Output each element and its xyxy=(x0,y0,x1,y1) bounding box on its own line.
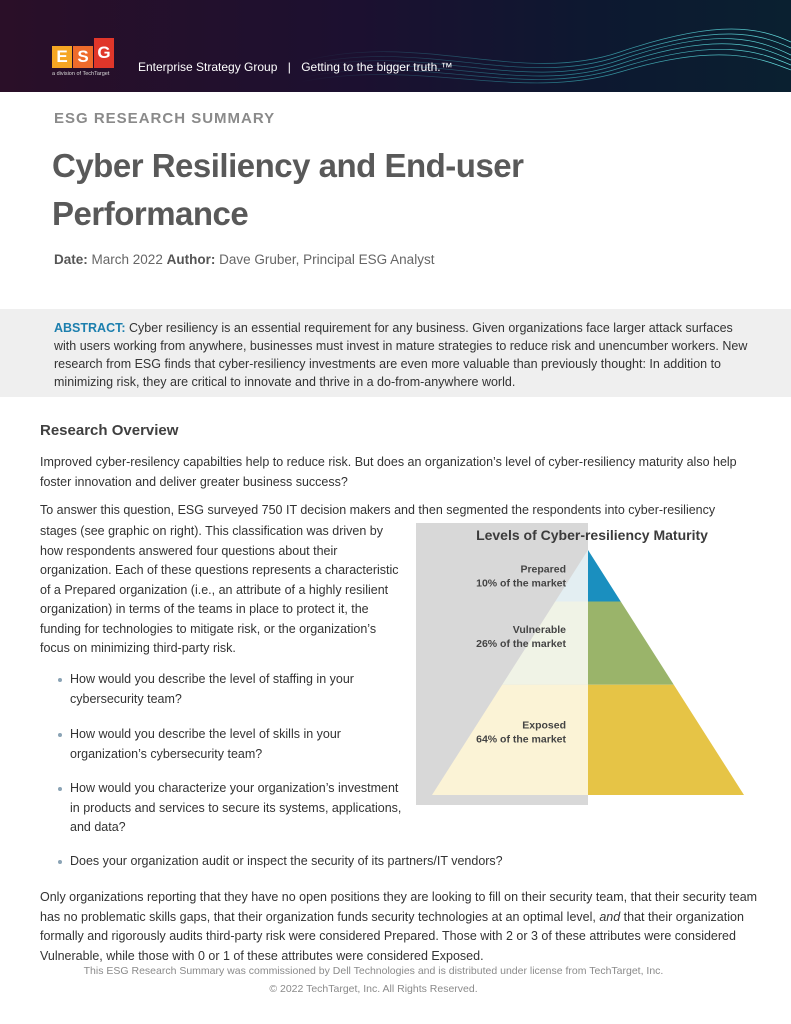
header-separator: | xyxy=(287,60,291,74)
paragraph-3: stages (see graphic on right). This classification was driven by how respondents answered four questions about their organization. Each of these questions represents a characteristic of a Prepared organization (i.e., an attribute of a highly resilient organization) in terms of the teams in place to protect it, the funding for technologies to mitigate risk, or the organization’s focus on minimizing third-party risk. xyxy=(40,524,399,655)
pyramid-svg xyxy=(416,523,750,805)
footer-note: This ESG Research Summary was commissioned by Dell Technologies and is distributed under license from TechTarget, Inc. xyxy=(83,965,664,977)
paragraph-1: Improved cyber-resilency capabilties help to reduce risk. But does an organization’s level of cyber-resiliency maturity also help foster innovation and deliver greater business success? xyxy=(40,455,737,489)
logo-tagline: a division of TechTarget xyxy=(52,71,110,77)
pyramid-tier-exposed xyxy=(588,685,744,795)
bullet-icon xyxy=(58,733,62,737)
paragraph-4-part-2: that their organization formally and rigorously audits third-party risk were considered Prepared. Those with 2 or 3 of these attributes were considered Vulnerable, while those with 0 or 1 of these attributes were considered Exposed. xyxy=(40,909,744,963)
logo-letter-s: S xyxy=(73,46,93,68)
tier-share-vulnerable: 26% of the market xyxy=(476,637,566,650)
maturity-pyramid-chart xyxy=(416,523,750,805)
kicker: ESG RESEARCH SUMMARY xyxy=(54,110,276,127)
list-item-text: How would you describe the level of staffing in your cybersecurity team? xyxy=(70,672,354,706)
paragraph-4-part-1: Only organizations reporting that they have no open positions they are looking to fill on their security team, that their security team has no problematic skills gaps, that their organization funds security technologies at an optimal level, xyxy=(40,890,758,924)
bullet-icon xyxy=(58,860,62,864)
author-value: Dave Gruber, Principal ESG Analyst xyxy=(219,252,435,267)
list-item xyxy=(58,779,408,838)
list-item xyxy=(58,725,378,764)
paragraph-4 xyxy=(40,888,760,966)
tier-name-exposed: Exposed xyxy=(522,719,566,732)
tier-name-vulnerable: Vulnerable xyxy=(512,623,566,636)
list-item-text: How would you describe the level of skills in your organization’s cybersecurity team? xyxy=(70,727,341,761)
paragraph-4-emphasis: and xyxy=(599,909,621,924)
logo-letter-g: G xyxy=(94,38,114,68)
abstract-text: Cyber resiliency is an essential requirement for any business. Given organizations face larger attack surfaces with users working from anywhere, businesses must invest in mature strategies to reduce risk and unencumber workers. New research from ESG finds that cyber-resiliency investments are even more valuable than previously thought: In addition to minimizing risk, they are critical to innovate and thrive in a do-from-anywhere world. xyxy=(54,321,748,389)
author-label: Author: xyxy=(166,252,216,267)
footer-copyright: © 2022 TechTarget, Inc. All Rights Reserved. xyxy=(269,983,478,995)
list-item-text: Does your organization audit or inspect the security of its partners/IT vendors? xyxy=(70,854,503,868)
header-banner xyxy=(0,0,791,92)
abstract xyxy=(54,319,754,391)
tier-share-exposed: 64% of the market xyxy=(476,733,566,746)
tier-share-prepared: 10% of the market xyxy=(476,577,566,590)
logo-letter-e: E xyxy=(52,46,72,68)
bullet-icon xyxy=(58,678,62,682)
list-item xyxy=(58,670,378,709)
esg-logo xyxy=(52,36,122,80)
paragraph-2: To answer this question, ESG surveyed 750 IT decision makers and then segmented the respondents into cyber-resiliency xyxy=(40,503,716,517)
document-meta xyxy=(54,252,434,267)
date-label: Date: xyxy=(54,252,88,267)
company-name: Enterprise Strategy Group xyxy=(138,60,278,74)
document-title: Cyber Resiliency and End-user Performance xyxy=(52,147,524,232)
pyramid-tier-vulnerable xyxy=(588,601,674,684)
section-heading: Research Overview xyxy=(40,422,179,439)
list-item-text: How would you characterize your organization’s investment in products and services to secure its systems, applications, and data? xyxy=(70,781,402,834)
bullet-icon xyxy=(58,787,62,791)
list-item xyxy=(58,852,558,872)
header-text xyxy=(138,60,453,74)
pyramid-tier-prepared xyxy=(588,550,621,601)
date-value: March 2022 xyxy=(91,252,163,267)
tier-name-prepared: Prepared xyxy=(520,563,566,576)
slogan: Getting to the bigger truth.™ xyxy=(301,60,453,74)
chart-title: Levels of Cyber-resiliency Maturity xyxy=(476,527,708,543)
abstract-label: ABSTRACT: xyxy=(54,321,126,335)
